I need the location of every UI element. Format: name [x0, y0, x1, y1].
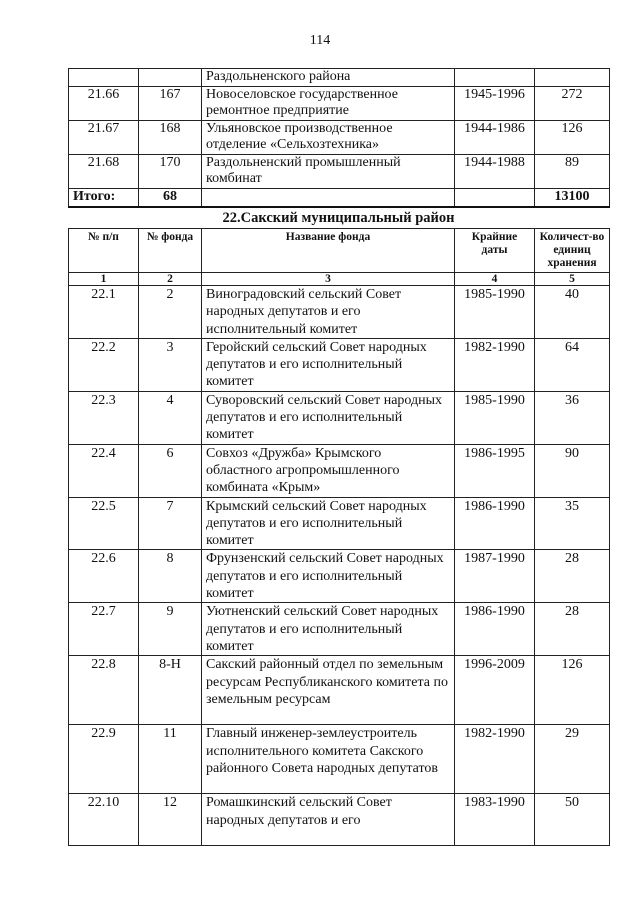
date-range [455, 69, 535, 87]
archive-table-continued-body [69, 69, 610, 189]
table-row [69, 497, 610, 550]
table-row [69, 86, 610, 120]
date-range: 1987-1990 [455, 550, 535, 603]
fond-name: Фрунзенский сельский Совет народных депутатов и его исполнительный комитет [202, 550, 455, 603]
fond-number: 8 [139, 550, 202, 603]
storage-unit-count: 28 [535, 550, 610, 603]
table-row [69, 550, 610, 603]
table-row [69, 338, 610, 391]
archive-table-body [69, 286, 610, 846]
table-row [69, 154, 610, 188]
column-number-4: 4 [455, 273, 535, 286]
section-title: 22.Сакский муниципальный район [222, 210, 455, 226]
storage-unit-count: 89 [535, 154, 610, 188]
fond-name: Суворовский сельский Совет народных депутатов и его исполнительный комитет [202, 391, 455, 444]
total-units: 13100 [535, 188, 610, 207]
row-number: 22.1 [69, 286, 139, 339]
date-range: 1982-1990 [455, 725, 535, 794]
fond-number: 2 [139, 286, 202, 339]
fond-name: Совхоз «Дружба» Крымского областного агропромышленного комбината «Крым» [202, 444, 455, 497]
row-number: 22.2 [69, 338, 139, 391]
row-number: 22.10 [69, 794, 139, 846]
total-row [69, 188, 610, 207]
column-number-5: 5 [535, 273, 610, 286]
fond-name: Уютненский сельский Совет народных депутатов и его исполнительный комитет [202, 603, 455, 656]
table-row [69, 286, 610, 339]
header-count: Количест-во единиц хранения [535, 229, 610, 273]
fond-name: Раздольненского района [202, 69, 455, 87]
fond-name: Крымский сельский Совет народных депутатов и его исполнительный комитет [202, 497, 455, 550]
fond-name: Геройский сельский Совет народных депутатов и его исполнительный комитет [202, 338, 455, 391]
table-row [69, 69, 610, 87]
date-range: 1944-1986 [455, 120, 535, 154]
table-row [69, 725, 610, 794]
page-number: 114 [309, 33, 331, 48]
date-range: 1983-1990 [455, 794, 535, 846]
fond-number: 6 [139, 444, 202, 497]
row-number: 22.8 [69, 656, 139, 725]
row-number: 21.66 [69, 86, 139, 120]
row-number: 21.68 [69, 154, 139, 188]
column-number-1: 1 [69, 273, 139, 286]
fond-name: Раздольненский промышленный комбинат [202, 154, 455, 188]
archive-table [68, 228, 610, 846]
storage-unit-count: 28 [535, 603, 610, 656]
storage-unit-count: 272 [535, 86, 610, 120]
row-number: 22.3 [69, 391, 139, 444]
fond-number: 7 [139, 497, 202, 550]
fond-number [139, 69, 202, 87]
column-number-row [69, 273, 610, 286]
storage-unit-count: 90 [535, 444, 610, 497]
total-empty-name [202, 188, 455, 207]
table-header-row [69, 229, 610, 273]
date-range: 1944-1988 [455, 154, 535, 188]
archive-table-continued [68, 68, 610, 208]
fond-number: 12 [139, 794, 202, 846]
date-range: 1986-1990 [455, 603, 535, 656]
fond-number: 9 [139, 603, 202, 656]
storage-unit-count: 29 [535, 725, 610, 794]
fond-name: Новоселовское государственное ремонтное предприятие [202, 86, 455, 120]
table-row [69, 444, 610, 497]
row-number [69, 69, 139, 87]
row-number: 21.67 [69, 120, 139, 154]
header-fond: № фонда [139, 229, 202, 273]
fond-number: 167 [139, 86, 202, 120]
storage-unit-count: 126 [535, 120, 610, 154]
header-name: Название фонда [202, 229, 455, 273]
column-number-2: 2 [139, 273, 202, 286]
date-range: 1982-1990 [455, 338, 535, 391]
column-number-3: 3 [202, 273, 455, 286]
date-range: 1985-1990 [455, 286, 535, 339]
storage-unit-count [535, 69, 610, 87]
fond-name: Сакский районный отдел по земельным ресурсам Республиканского комитета по земельным ресурсам [202, 656, 455, 725]
row-number: 22.5 [69, 497, 139, 550]
storage-unit-count: 36 [535, 391, 610, 444]
table-row [69, 656, 610, 725]
date-range: 1986-1990 [455, 497, 535, 550]
fond-number: 170 [139, 154, 202, 188]
table-row [69, 120, 610, 154]
row-number: 22.7 [69, 603, 139, 656]
fond-number: 4 [139, 391, 202, 444]
storage-unit-count: 64 [535, 338, 610, 391]
fond-number: 8-Н [139, 656, 202, 725]
fond-number: 3 [139, 338, 202, 391]
fond-name: Главный инженер-землеустроитель исполнительного комитета Сакского районного Совета народных депутатов [202, 725, 455, 794]
date-range: 1985-1990 [455, 391, 535, 444]
date-range: 1996-2009 [455, 656, 535, 725]
date-range: 1986-1995 [455, 444, 535, 497]
total-label: Итого: [69, 188, 139, 207]
table-row [69, 391, 610, 444]
storage-unit-count: 50 [535, 794, 610, 846]
storage-unit-count: 126 [535, 656, 610, 725]
header-num: № п/п [69, 229, 139, 273]
row-number: 22.9 [69, 725, 139, 794]
fond-name: Виноградовский сельский Совет народных депутатов и его исполнительный комитет [202, 286, 455, 339]
row-number: 22.6 [69, 550, 139, 603]
date-range: 1945-1996 [455, 86, 535, 120]
header-dates: Крайние даты [455, 229, 535, 273]
table-row [69, 603, 610, 656]
fond-name: Ульяновское производственное отделение «Сельхозтехника» [202, 120, 455, 154]
storage-unit-count: 35 [535, 497, 610, 550]
fond-number: 168 [139, 120, 202, 154]
total-fonds: 68 [139, 188, 202, 207]
row-number: 22.4 [69, 444, 139, 497]
fond-name: Ромашкинский сельский Совет народных депутатов и его [202, 794, 455, 846]
total-empty-dates [455, 188, 535, 207]
storage-unit-count: 40 [535, 286, 610, 339]
fond-number: 11 [139, 725, 202, 794]
table-row [69, 794, 610, 846]
